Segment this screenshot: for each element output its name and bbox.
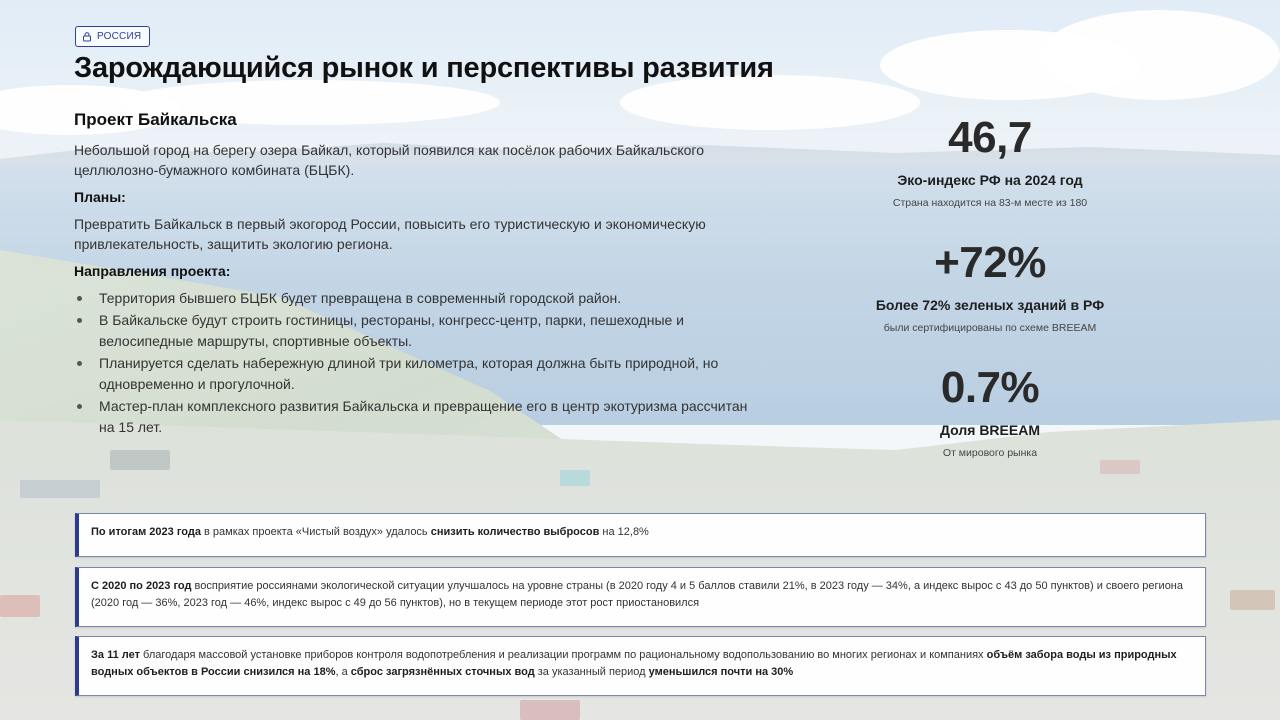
stat-subtext: были сертифицированы по схеме BREEAM (883, 322, 1097, 334)
info-card-water (75, 636, 1206, 696)
card-text-bold: По итогам 2023 года (91, 526, 201, 538)
stat-green-buildings (850, 237, 1130, 362)
project-heading: Проект Байкальска (74, 110, 237, 129)
plans-heading: Планы: (74, 189, 126, 205)
page-title: Зарождающийся рынок и перспективы развития (74, 52, 774, 84)
info-card-air (75, 513, 1206, 557)
stat-value: 46,7 (948, 113, 1032, 162)
card-text-bold: объём забора воды из природных водных объектов в России снизился на 18% (91, 649, 1177, 678)
list-item: В Байкальске будут строить гостиницы, рестораны, конгресс-центр, парки, пешеходные и велосипедные маршруты, спортивные объекты. (74, 310, 754, 353)
stat-value: +72% (934, 238, 1046, 287)
region-tag-label: РОССИЯ (97, 31, 142, 42)
info-card-perception (75, 567, 1206, 627)
card-text: благодаря массовой установке приборов контроля водопотребления и реализации программ по рациональному водопользованию во многих регионах и компаниях (139, 649, 987, 661)
list-item: Планируется сделать набережную длиной три километра, которая должна быть природной, но одновременно и прогулочной. (74, 353, 754, 396)
card-text-bold: снизить количество выбросов (430, 526, 600, 538)
stat-value: 0.7% (940, 363, 1040, 412)
stat-label: Эко-индекс РФ на 2024 год (897, 172, 1083, 188)
card-text-bold: За 11 лет (91, 649, 140, 661)
project-description: Небольшой город на берегу озера Байкал, который появился как посёлок рабочих Байкальского целлюлозно-бумажного комбината (БЦБК). (74, 142, 704, 178)
directions-list (74, 288, 754, 439)
list-item: Мастер-план комплексного развития Байкальска и превращение его в центр экотуризма рассчитан на 15 лет. (74, 396, 754, 439)
plans-text: Превратить Байкальск в первый экогород России, повысить его туристическую и экономическую привлекательность, защитить экологию региона. (74, 216, 706, 252)
card-text: за указанный период (534, 666, 649, 678)
stats-column (850, 112, 1130, 487)
region-tag (75, 26, 150, 47)
stat-label: Доля BREEAM (940, 422, 1040, 438)
stat-subtext: Страна находится на 83-м месте из 180 (892, 197, 1088, 209)
card-text-bold: сброс загрязнённых сточных вод (350, 666, 535, 678)
pin-icon (82, 32, 92, 42)
stat-subtext: От мирового рынка (942, 447, 1038, 459)
card-text: в рамках проекта «Чистый воздух» удалось (200, 526, 431, 538)
card-text-bold: С 2020 по 2023 год (91, 580, 192, 592)
card-text-bold: уменьшился почти на 30% (648, 666, 794, 678)
stat-eco-index (850, 112, 1130, 237)
directions-heading: Направления проекта: (74, 263, 231, 279)
stat-label: Более 72% зеленых зданий в РФ (875, 297, 1105, 313)
card-text: на 12,8% (599, 526, 649, 538)
stat-breeam-share (850, 362, 1130, 487)
card-text: восприятие россиянами экологической ситуации улучшалось на уровне страны (в 2020 году 4 и 5 баллов ставили 21%, в 2023 году — 34%, а индекс вырос с 43 до 50 пунктов) и своего региона (2020 год — 36%, 2023 год — 46%, индекс вырос с 49 до 56 пунктов), но в текущем периоде этот рост приостановился (91, 580, 1183, 609)
project-section (74, 110, 754, 439)
list-item: Территория бывшего БЦБК будет превращена в современный городской район. (74, 288, 754, 310)
card-text: , а (335, 666, 351, 678)
